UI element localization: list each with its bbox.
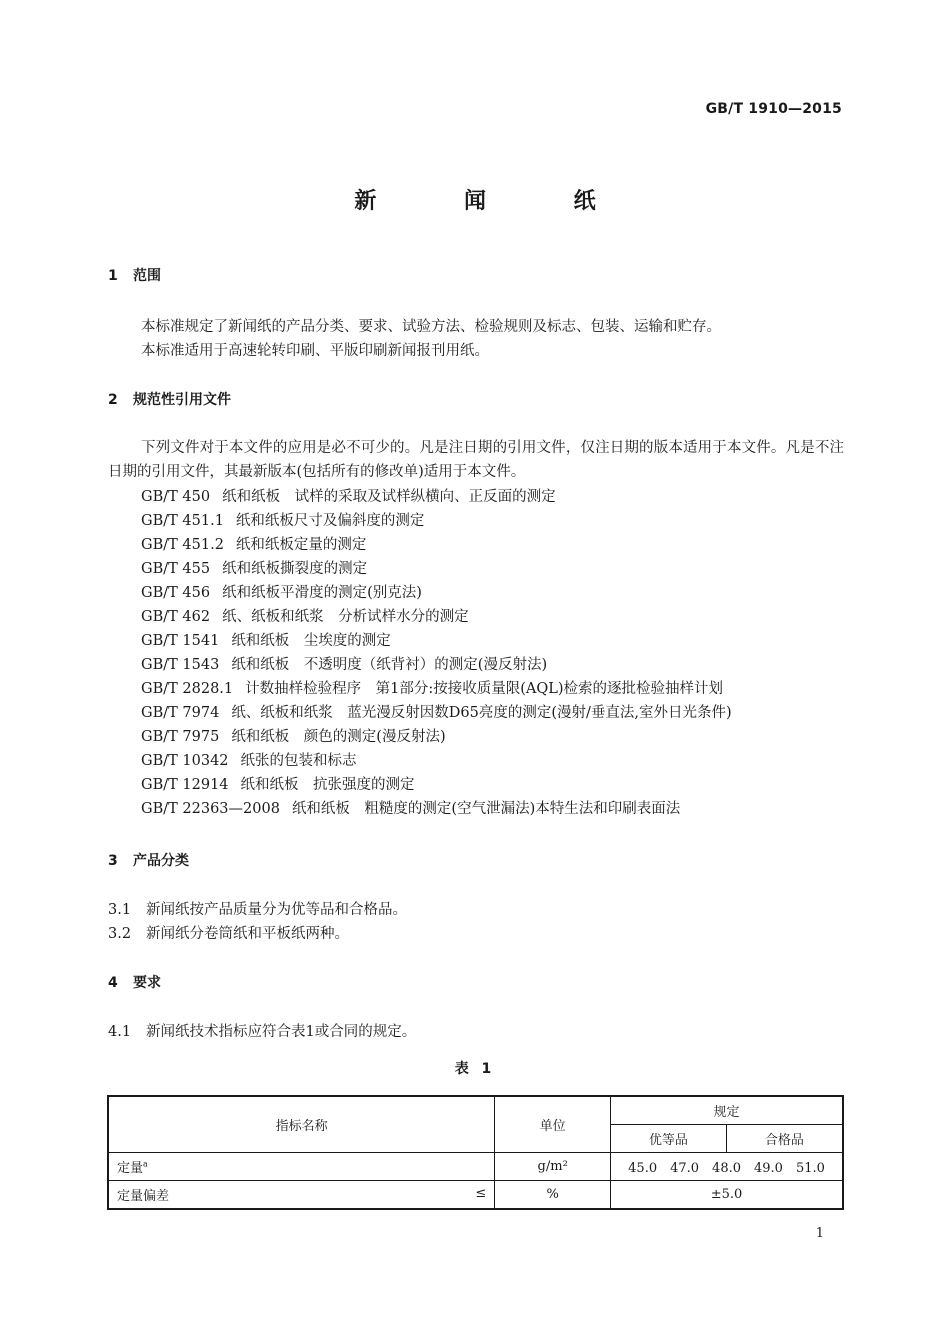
reference-code: GB/T 1543 xyxy=(141,657,220,673)
reference-item xyxy=(141,797,680,818)
section-title: 规范性引用文件 xyxy=(133,392,231,408)
paragraph: 本标准规定了新闻纸的产品分类、要求、试验方法、检验规则及标志、包装、运输和贮存。 xyxy=(141,319,721,335)
reference-item xyxy=(141,533,366,554)
reference-item xyxy=(141,485,556,506)
reference-item xyxy=(141,677,723,698)
reference-item xyxy=(141,581,422,602)
paragraph: 本标准适用于高速轮转印刷、平版印刷新闻报刊用纸。 xyxy=(141,343,489,359)
reference-code: GB/T 1541 xyxy=(141,633,220,649)
section-4-heading xyxy=(108,972,161,992)
header-grade-qualified: 合格品 xyxy=(726,1125,843,1153)
table-row xyxy=(108,1153,843,1181)
unit-cell: g/m² xyxy=(495,1153,611,1181)
reference-item xyxy=(141,725,446,746)
section-number: 2 xyxy=(108,392,118,408)
table-row xyxy=(108,1181,843,1210)
reference-code: GB/T 462 xyxy=(141,609,211,625)
page-number: 1 xyxy=(815,1226,824,1241)
reference-item xyxy=(141,509,424,530)
reference-title: 纸、纸板和纸浆 分析试样水分的测定 xyxy=(222,609,469,625)
reference-code: GB/T 450 xyxy=(141,489,211,505)
reference-title: 纸、纸板和纸浆 蓝光漫反射因数D65亮度的测定(漫射/垂直法,室外日光条件) xyxy=(231,705,732,721)
metric-cell xyxy=(108,1181,495,1210)
section-number: 4 xyxy=(108,975,118,991)
document-title: 新 闻 纸 xyxy=(354,189,636,214)
value-cell: 45.0 47.0 48.0 49.0 51.0 xyxy=(611,1153,843,1181)
reference-title: 纸和纸板 不透明度（纸背衬）的测定(漫反射法) xyxy=(231,657,548,673)
reference-title: 纸和纸板 粗糙度的测定(空气泄漏法)本特生法和印刷表面法 xyxy=(291,801,681,817)
reference-code: GB/T 10342 xyxy=(141,753,229,769)
reference-title: 纸张的包装和标志 xyxy=(240,753,357,769)
metric-cell xyxy=(108,1153,495,1181)
section-1-heading xyxy=(108,265,161,285)
reference-title: 纸和纸板定量的测定 xyxy=(235,537,367,553)
reference-code: GB/T 22363—2008 xyxy=(141,801,280,817)
spec-table xyxy=(107,1095,844,1210)
unit-cell: % xyxy=(495,1181,611,1210)
header-unit: 单位 xyxy=(495,1096,611,1153)
reference-title: 纸和纸板 试样的采取及试样纵横向、正反面的测定 xyxy=(222,489,556,505)
metric-name: 定量 xyxy=(117,1161,144,1176)
reference-code: GB/T 451.1 xyxy=(141,513,224,529)
section-title: 要求 xyxy=(133,975,161,991)
reference-title: 纸和纸板 抗张强度的测定 xyxy=(240,777,415,793)
reference-code: GB/T 7975 xyxy=(141,729,220,745)
reference-title: 纸和纸板平滑度的测定(别克法) xyxy=(222,585,422,601)
header-grade-premium: 优等品 xyxy=(611,1125,727,1153)
reference-title: 纸和纸板撕裂度的测定 xyxy=(222,561,368,577)
section-2-heading xyxy=(108,389,231,409)
value-cell: ±5.0 xyxy=(611,1181,843,1210)
section-number: 3 xyxy=(108,853,118,869)
reference-item xyxy=(141,605,469,626)
reference-code: GB/T 7974 xyxy=(141,705,220,721)
reference-title: 纸和纸板 颜色的测定(漫反射法) xyxy=(231,729,446,745)
reference-code: GB/T 455 xyxy=(141,561,211,577)
reference-item xyxy=(141,653,547,674)
reference-title: 纸和纸板 尘埃度的测定 xyxy=(231,633,391,649)
clause-number: 4.1 xyxy=(108,1024,132,1040)
header-spec: 规定 xyxy=(611,1096,843,1125)
comparison-symbol: ≤ xyxy=(475,1186,487,1201)
reference-item xyxy=(141,701,732,722)
reference-code: GB/T 456 xyxy=(141,585,211,601)
section-3-heading xyxy=(108,850,189,870)
reference-item xyxy=(141,629,391,650)
clause-text: 新闻纸技术指标应符合表1或合同的规定。 xyxy=(146,1024,417,1040)
section-title: 产品分类 xyxy=(133,853,189,869)
footnote-mark: a xyxy=(143,1159,148,1169)
intro-paragraph: 下列文件对于本文件的应用是必不可少的。凡是注日期的引用文件，仅注日期的版本适用于本文件。凡是不注日期的引用文件，其最新版本(包括所有的修改单)适用于本文件。 xyxy=(108,440,844,480)
reference-title: 纸和纸板尺寸及偏斜度的测定 xyxy=(235,513,425,529)
reference-item xyxy=(141,773,415,794)
clause xyxy=(108,898,407,919)
reference-code: GB/T 451.2 xyxy=(141,537,224,553)
clause xyxy=(108,1020,416,1041)
clause-number: 3.1 xyxy=(108,902,132,918)
table-caption: 表 1 xyxy=(454,1061,496,1077)
table-header-row xyxy=(108,1096,843,1125)
reference-title: 计数抽样检验程序 第1部分:按接收质量限(AQL)检索的逐批检验抽样计划 xyxy=(245,681,724,697)
reference-item xyxy=(141,557,367,578)
section-title: 范围 xyxy=(133,268,161,284)
reference-code: GB/T 12914 xyxy=(141,777,229,793)
clause-text: 新闻纸分卷筒纸和平板纸两种。 xyxy=(146,926,349,942)
clause-text: 新闻纸按产品质量分为优等品和合格品。 xyxy=(146,902,407,918)
header-metric: 指标名称 xyxy=(108,1096,495,1153)
clause-number: 3.2 xyxy=(108,926,132,942)
section-number: 1 xyxy=(108,268,118,284)
clause xyxy=(108,922,349,943)
reference-item xyxy=(141,749,357,770)
metric-name: 定量偏差 xyxy=(117,1189,170,1204)
standard-code: GB/T 1910—2015 xyxy=(705,101,842,117)
reference-code: GB/T 2828.1 xyxy=(141,681,234,697)
